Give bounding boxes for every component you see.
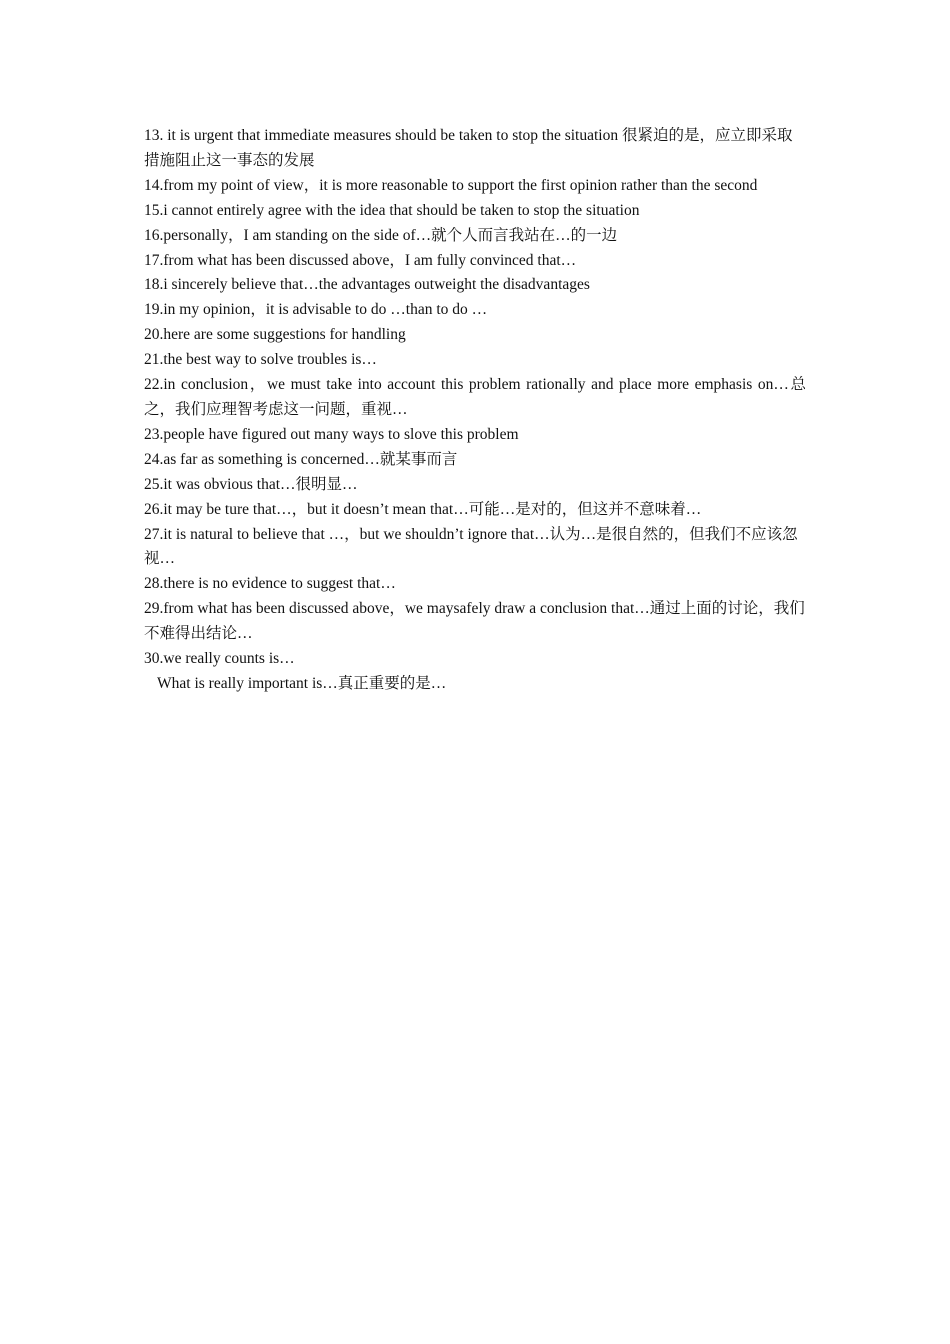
phrase-line-20: 20.here are some suggestions for handling (144, 326, 406, 344)
phrase-line-23: 23.people have figured out many ways to slove this problem (144, 425, 519, 443)
document-body (144, 124, 806, 697)
phrase-line-15: 15.i cannot entirely agree with the idea that should be taken to stop the situation (144, 201, 640, 219)
phrase-line-18: 18.i sincerely believe that…the advantages outweight the disadvantages (144, 276, 590, 294)
phrase-line-17: 17.from what has been discussed above，I am fully convinced that… (144, 251, 577, 269)
phrase-line-22: 22.in conclusion，we must take into account this problem rationally and place more emphasis on…总之，我们应理智考虑这一问题，重视… (144, 376, 806, 418)
phrase-line-27: 27.it is natural to believe that …，but we shouldn’t ignore that…认为…是很自然的，但我们不应该忽视… (144, 525, 798, 568)
phrase-line-14: 14.from my point of view，it is more reasonable to support the first opinion rather than the second (144, 176, 758, 194)
phrase-line-21: 21.the best way to solve troubles is… (144, 351, 377, 369)
phrase-line-13: 13. it is urgent that immediate measures should be taken to stop the situation 很紧迫的是，应立即采取措施阻止这一事态的发展 (144, 127, 793, 169)
phrase-line-29: 29.from what has been discussed above，we maysafely draw a conclusion that…通过上面的讨论，我们不难得出结论… (144, 600, 805, 643)
phrase-line-28: 28.there is no evidence to suggest that… (144, 575, 396, 593)
phrase-line-16: 16.personally，I am standing on the side of…就个人而言我站在…的一边 (144, 226, 618, 244)
phrase-line-30: 30.we really counts is… (144, 650, 295, 668)
phrase-line-24: 24.as far as something is concerned…就某事而言 (144, 450, 458, 468)
phrase-line-30-continued: What is really important is…真正重要的是… (157, 674, 447, 692)
phrase-line-25: 25.it was obvious that…很明显… (144, 475, 358, 493)
phrase-line-19: 19.in my opinion，it is advisable to do …than to do … (144, 301, 488, 319)
phrase-line-26: 26.it may be ture that…，but it doesn’t mean that…可能…是对的，但这并不意味着… (144, 500, 702, 518)
